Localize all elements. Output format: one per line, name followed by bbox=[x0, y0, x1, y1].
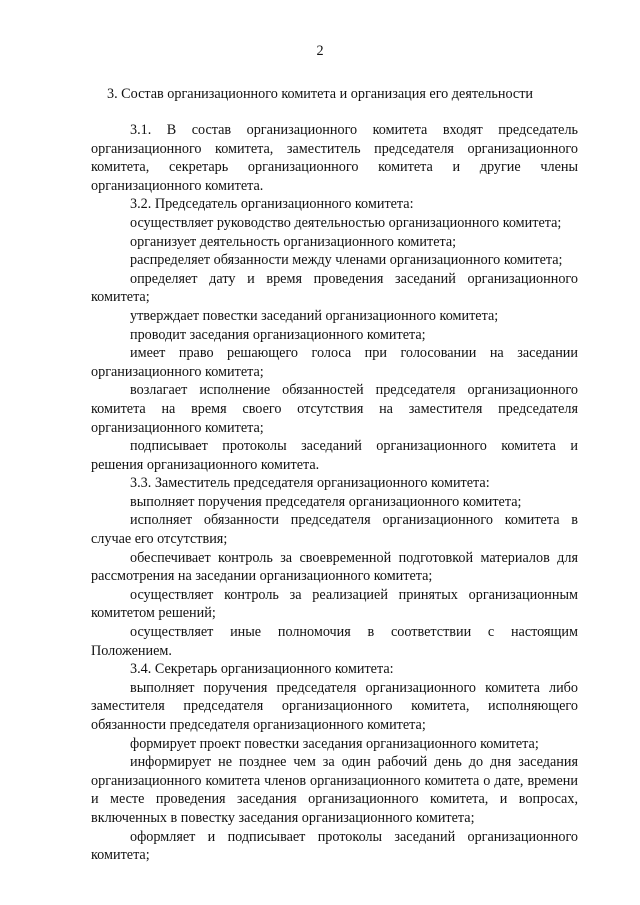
list-item: возлагает исполнение обязанностей председателя организационного комитета на время своего отсутствия на заместителя председателя организационного комитета; bbox=[91, 382, 578, 436]
document-body bbox=[91, 121, 578, 865]
list-item: осуществляет руководство деятельностью организационного комитета; bbox=[130, 214, 562, 231]
list-item: обеспечивает контроль за своевременной подготовкой материалов для рассмотрения на заседании организационного комитета; bbox=[91, 549, 578, 585]
paragraph-3-3-heading: 3.3. Заместитель председателя организационного комитета: bbox=[130, 475, 490, 492]
list-item: утверждает повестки заседаний организационного комитета; bbox=[130, 307, 499, 324]
list-item: распределяет обязанности между членами организационного комитета; bbox=[130, 252, 563, 269]
list-item: выполняет поручения председателя организационного комитета либо заместителя председателя организационного комитета, исполняющего обязанности председателя организационного комитета; bbox=[91, 679, 578, 733]
list-item: формирует проект повестки заседания организационного комитета; bbox=[130, 735, 539, 752]
list-item: проводит заседания организационного комитета; bbox=[130, 326, 426, 343]
list-item: подписывает протоколы заседаний организационного комитета и решения организационного комитета. bbox=[91, 438, 578, 473]
paragraph-3-2-heading: 3.2. Председатель организационного комитета: bbox=[130, 196, 414, 213]
list-item: организует деятельность организационного комитета; bbox=[130, 233, 457, 250]
list-item: исполняет обязанности председателя организационного комитета в случае его отсутствия; bbox=[91, 512, 578, 548]
section-title: 3. Состав организационного комитета и организация его деятельности bbox=[106, 86, 534, 102]
paragraph-3-4-heading: 3.4. Секретарь организационного комитета: bbox=[130, 661, 394, 678]
list-item: информирует не позднее чем за один рабочий день до дня заседания организационного комитета членов организационного комитета о дате, времени и месте проведения заседания организационного комитета, и вопросах, включенных в повестку заседания организационного комитета; bbox=[91, 754, 578, 826]
paragraph-3-1: 3.1. В состав организационного комитета входят председатель организационного комитета, заместитель председателя организационного комитета, секретарь организационного комитета и другие члены организационного комитета. bbox=[91, 122, 578, 194]
list-item: оформляет и подписывает протоколы заседаний организационного комитета; bbox=[91, 828, 578, 864]
list-item: имеет право решающего голоса при голосовании на заседании организационного комитета; bbox=[91, 345, 578, 380]
list-item: осуществляет иные полномочия в соответствии с настоящим Положением. bbox=[91, 624, 578, 659]
list-item: выполняет поручения председателя организационного комитета; bbox=[130, 493, 522, 510]
list-item: осуществляет контроль за реализацией принятых организационным комитетом решений; bbox=[91, 586, 578, 622]
list-item: определяет дату и время проведения заседаний организационного комитета; bbox=[91, 270, 578, 306]
page-number: 2 bbox=[316, 43, 324, 59]
